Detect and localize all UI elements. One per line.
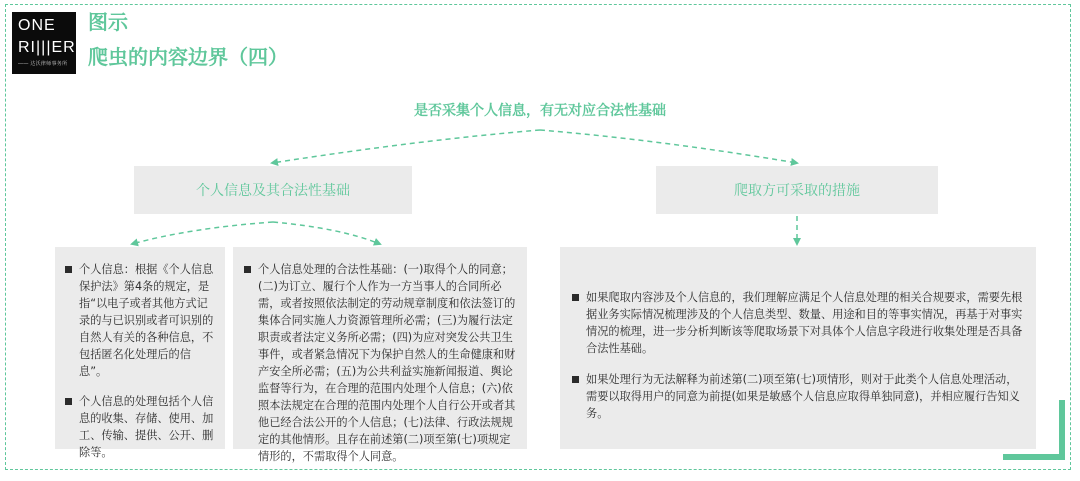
list-item: 如果爬取内容涉及个人信息的，我们理解应满足个人信息处理的相关合规要求，需要先根据业务实际情况梳理涉及的个人信息类型、数量、用途和目的等事实情况，再基于对事实情况的梳理，进一步分析判断该等爬取场景下对具体个人信息字段进行收集处理是否具备合法性基础。: [570, 289, 1026, 357]
arrow-left-to-box2: [273, 222, 380, 244]
logo-line-1: ONE: [18, 17, 56, 34]
logo-line-3: —— 达沃律师事务所: [18, 61, 68, 67]
arrow-question-to-right: [540, 130, 797, 163]
list-item: 如果处理行为无法解释为前述第(二)项至第(七)项情形，则对于此类个人信息处理活动，需要以取得用户的同意为前提(如果是敏感个人信息应取得单独同意)，并相应履行告知义务。: [570, 371, 1026, 422]
arrow-question-to-left: [272, 130, 540, 163]
list-item: 个人信息：根据《个人信息保护法》第4条的规定，是指“以电子或者其他方式记录的与已识别或者可识别的自然人有关的各种信息，不包括匿名化处理后的信息”。: [63, 261, 217, 380]
list-item: 个人信息的处理包括个人信息的收集、存储、使用、加工、传输、提供、公开、删除等。: [63, 393, 217, 461]
node-personal-info-basis: 个人信息及其合法性基础: [134, 166, 412, 214]
corner-bracket-decoration: [1003, 400, 1065, 460]
page-subtitle: 爬虫的内容边界（四）: [88, 45, 288, 69]
box-personal-info-definition: [55, 247, 225, 459]
node-crawler-measures: 爬取方可采取的措施: [656, 166, 938, 214]
list-item: 个人信息处理的合法性基础：(一)取得个人的同意；(二)为订立、履行个人作为一方当事人的合同所必需，或者按照依法制定的劳动规章制度和依法签订的集体合同实施人力资源管理所必需；(三)为履行法定职责或者法定义务所必需；(四)为应对突发公共卫生事件，或者紧急情况下为保护自然人的生命健康和财产安全所必需；(五)为公共利益实施新闻报道、舆论监督等行为，在合理的范围内处理个人信息；(六)依照本法规定在合理的范围内处理个人自行公开或者其他已经合法公开的个人信息；(七)法律、行政法规规定的其他情形。且存在前述第(二)项至第(七)项规定情形的，不需取得个人同意。: [242, 261, 518, 465]
arrow-left-to-box1: [132, 222, 273, 244]
main-question: 是否采集个人信息，有无对应合法性基础: [414, 103, 666, 119]
page-title: 图示: [88, 10, 128, 34]
box-legal-basis: [233, 247, 527, 463]
logo-line-2: RI|||ER: [18, 39, 76, 56]
box-crawler-measures: [560, 247, 1036, 449]
